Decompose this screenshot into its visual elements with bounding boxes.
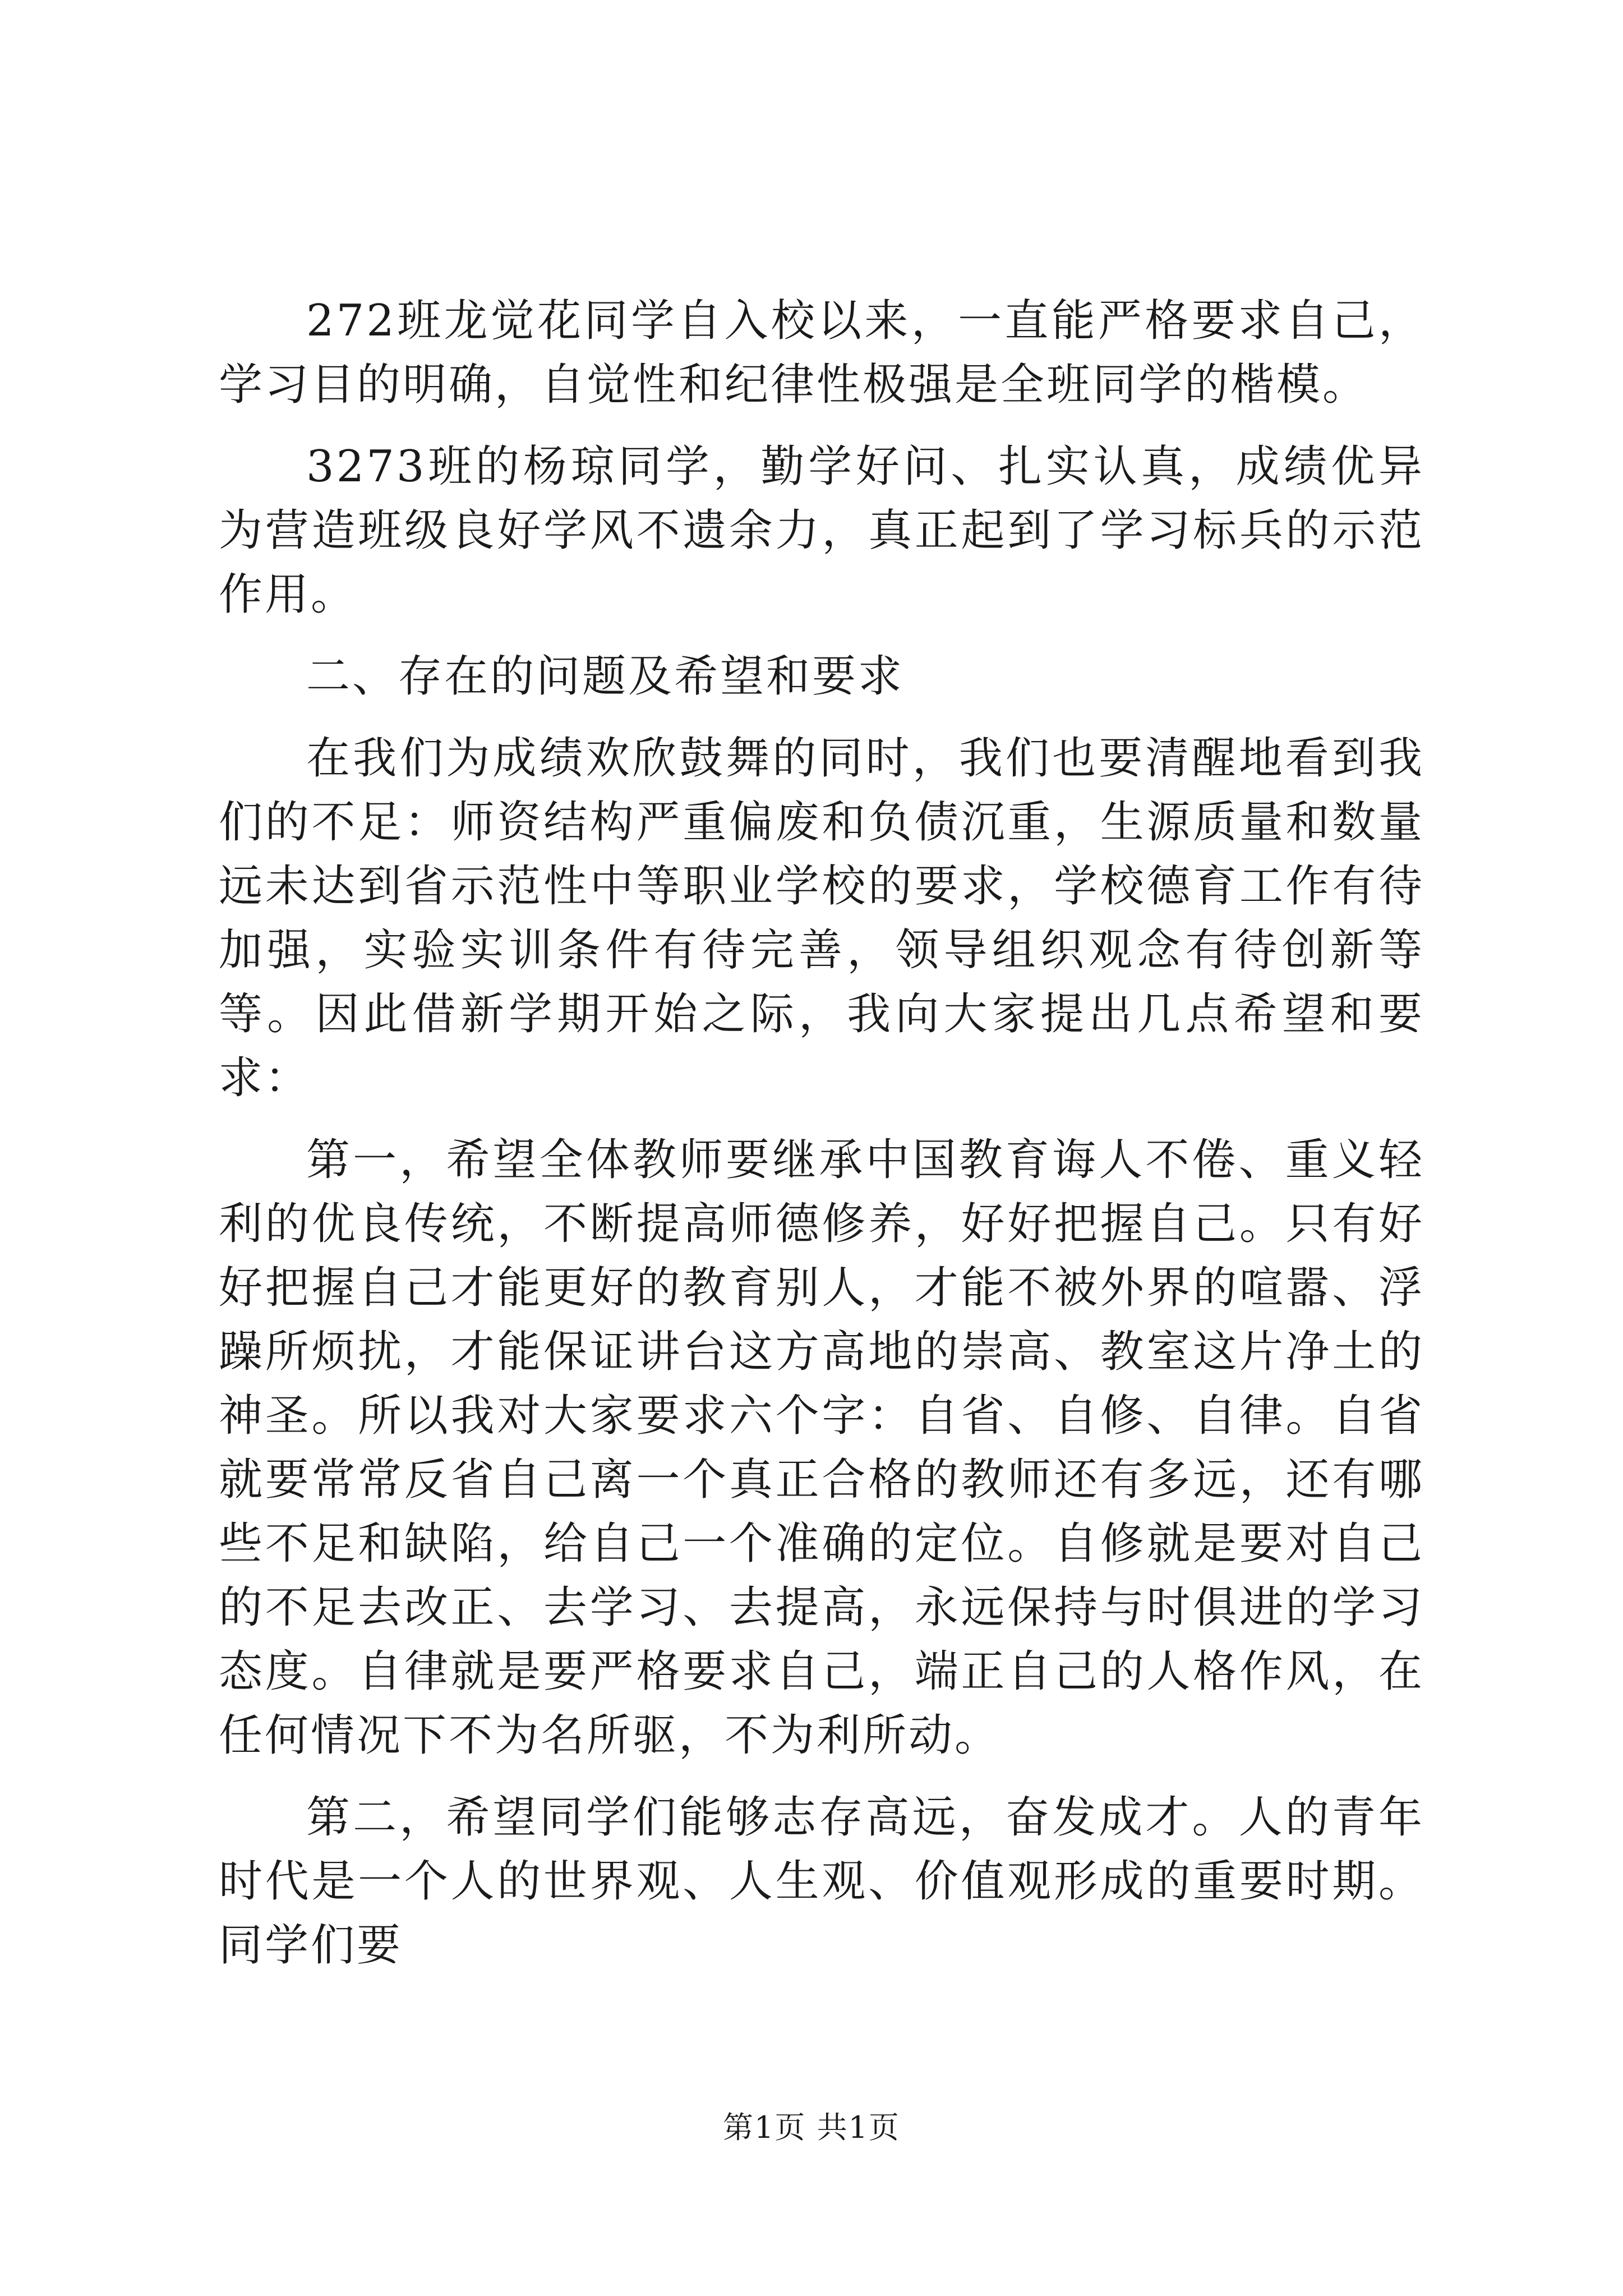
page-footer: 第1页 共1页 <box>723 2110 900 2145</box>
paragraph-5: 第二，希望同学们能够志存高远，奋发成才。人的青年时代是一个人的世界观、人生观、价值观形成的重要时期。同学们要 <box>219 1792 1424 1971</box>
paragraph-2: 3273班的杨琼同学，勤学好问、扎实认真，成绩优异为营造班级良好学风不遗余力，真正起到了学习标兵的示范作用。 <box>219 441 1424 620</box>
document-body <box>219 289 1424 1977</box>
paragraph-1: 272班龙觉花同学自入校以来，一直能严格要求自己，学习目的明确，自觉性和纪律性极强是全班同学的楷模。 <box>219 296 1424 410</box>
paragraph-3: 在我们为成绩欢欣鼓舞的同时，我们也要清醒地看到我们的不足：师资结构严重偏废和负债沉重，生源质量和数量远未达到省示范性中等职业学校的要求，学校德育工作有待加强，实验实训条件有待完善，领导组织观念有待创新等等。因此借新学期开始之际，我向大家提出几点希望和要求： <box>219 733 1424 1103</box>
paragraph-4: 第一，希望全体教师要继承中国教育诲人不倦、重义轻利的优良传统，不断提高师德修养，好好把握自己。只有好好把握自己才能更好的教育别人，才能不被外界的喧嚣、浮躁所烦扰，才能保证讲台这方高地的崇高、教室这片净土的神圣。所以我对大家要求六个字：自省、自修、自律。自省就要常常反省自己离一个真正合格的教师还有多远，还有哪些不足和缺陷，给自己一个准确的定位。自修就是要对自己的不足去改正、去学习、去提高，永远保持与时俱进的学习态度。自律就是要严格要求自己，端正自己的人格作风，在任何情况下不为名所驱，不为利所动。 <box>219 1135 1424 1761</box>
section-heading: 二、存在的问题及希望和要求 <box>306 651 905 702</box>
